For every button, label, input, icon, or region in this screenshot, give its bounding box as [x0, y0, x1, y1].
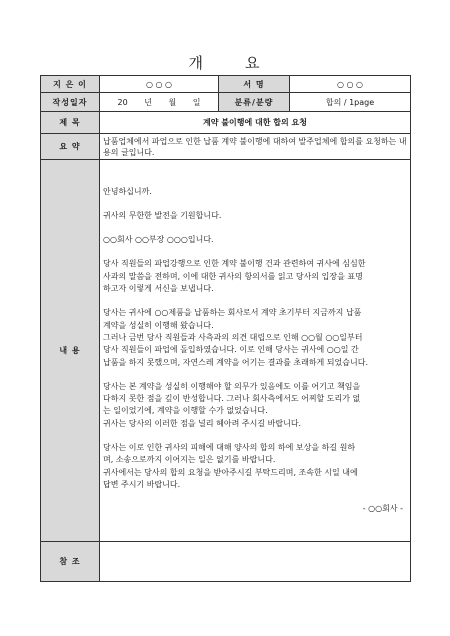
content-line: 귀사는 당사의 이러한 점을 널리 헤아려 주시길 바랍니다.: [103, 418, 302, 428]
content-line: 답변 주시기 바랍니다.: [103, 479, 181, 489]
subject-row: [41, 112, 411, 134]
content-line: 당사는 이로 인한 귀사의 피해에 대해 양사의 합의 하에 보상을 하길 원하: [103, 442, 356, 452]
content-line: 귀사에서는 당사의 합의 요청을 받아주시길 부탁드리며, 조속한 시일 내에: [103, 467, 358, 477]
content-paragraph: [103, 234, 407, 246]
title-char-2: 요: [245, 54, 262, 72]
content-line: 계약을 성실히 이행해 왔습니다.: [103, 320, 214, 330]
signature-value[interactable]: ○ ○ ○: [290, 76, 411, 93]
reference-row: [41, 542, 411, 582]
author-label: 지 은 이: [41, 76, 100, 93]
content-line: 당사는 귀사에 ○○제품을 납품하는 회사로서 계약 초기부터 지금까지 납품: [103, 308, 362, 318]
date-month-unit: 월: [168, 97, 177, 107]
content-label: 내 용: [41, 160, 100, 542]
content-signature: - ○○회사 -: [362, 504, 403, 514]
title-char-1: 개: [188, 54, 205, 72]
subject-value[interactable]: 계약 불이행에 대한 합의 요청: [100, 112, 411, 134]
content-line: 며, 소송으로까지 이어지는 일은 없기를 바랍니다.: [103, 455, 276, 465]
summary-row: [41, 134, 411, 160]
content-paragraph: [103, 307, 407, 368]
content-row: [41, 160, 411, 542]
content-line: 당사 직원들이 파업에 돌입하였습니다. 이로 인해 당사는 귀사에 ○○일 간: [103, 345, 359, 355]
category-value[interactable]: 합의 / 1page: [290, 93, 411, 112]
category-label: 분류/분량: [219, 93, 290, 112]
date-label: 작성일자: [41, 93, 100, 112]
reference-value[interactable]: [100, 542, 411, 582]
date-value[interactable]: [100, 93, 219, 112]
content-paragraph: [103, 381, 407, 430]
summary-label: 요 약: [41, 134, 100, 160]
content-line: ○○회사 ○○부장 ○○○입니다.: [103, 235, 214, 245]
content-line: 당사는 본 계약을 성실히 이행해야 할 의무가 있음에도 이를 어기고 책임을: [103, 381, 361, 391]
content-line: 귀사의 무한한 발전을 기원합니다.: [103, 210, 222, 220]
content-line: 는 일이었기에, 계약을 이행할 수가 없었습니다.: [103, 406, 268, 416]
overview-form: [40, 75, 411, 582]
content-body[interactable]: [100, 160, 411, 542]
date-year: 20: [117, 97, 128, 107]
date-day-unit: 일: [192, 97, 201, 107]
signature-label: 서 명: [219, 76, 290, 93]
author-value[interactable]: ○ ○ ○: [100, 76, 219, 93]
content-line: 납품을 하지 못했으며, 자연스레 계약을 어기는 결과를 초래하게 되었습니다.: [103, 357, 368, 367]
date-year-unit: 년: [144, 97, 152, 107]
reference-label: 참 조: [41, 542, 100, 582]
author-row: [41, 76, 411, 93]
content-line: 그러나 금번 당사 직원들과 사측과의 의견 대립으로 인해 ○○월 ○○일부터: [103, 332, 363, 342]
content-paragraph: [103, 210, 407, 222]
date-row: [41, 93, 411, 112]
subject-label: 제 목: [41, 112, 100, 134]
content-line: 당사 직원들의 파업강행으로 인한 계약 불이행 건과 관련하여 귀사에 심심한: [103, 259, 366, 269]
content-paragraph: [103, 442, 407, 491]
content-line: 다하지 못한 점을 깊이 반성합니다. 그러나 회사측에서도 어찌할 도리가 없: [103, 394, 361, 404]
document-title: [0, 52, 450, 73]
summary-value[interactable]: 납품업체에서 파업으로 인한 납품 계약 불이행에 대하여 발주업체에 합의를 요청하는 내용의 글입니다.: [100, 134, 411, 160]
content-paragraph: [103, 258, 407, 295]
content-line: 안녕하십니까.: [103, 186, 152, 196]
content-line: 하고자 이렇게 서신을 보냅니다.: [103, 284, 214, 294]
content-line: 사과의 말씀을 전하며, 이에 대한 귀사의 항의서를 읽고 당사의 입장을 표명: [103, 271, 363, 281]
content-paragraphs: [103, 186, 407, 492]
content-paragraph: [103, 186, 407, 198]
